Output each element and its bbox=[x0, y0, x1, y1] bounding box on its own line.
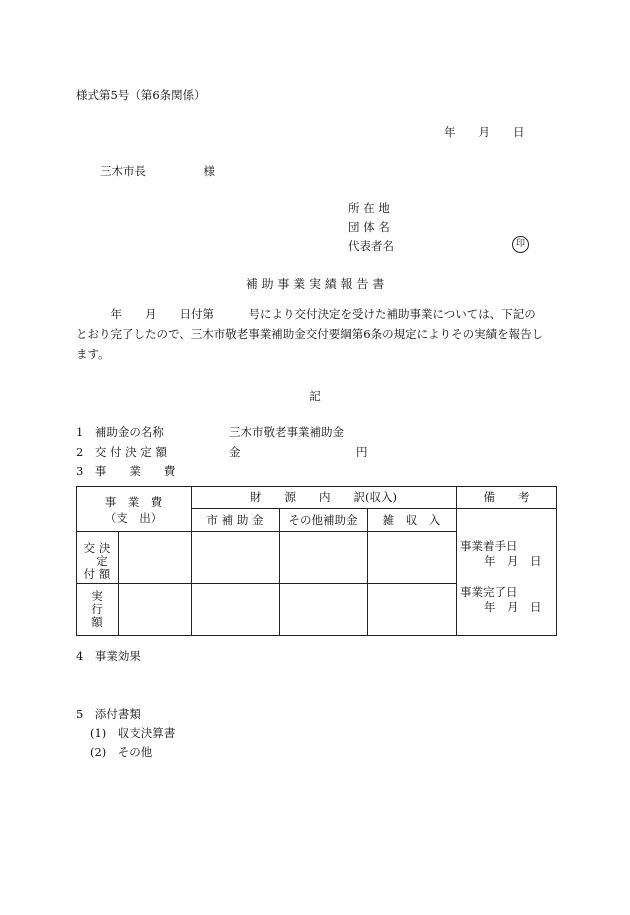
form-number: 様式第5号（第6条関係） bbox=[76, 88, 206, 102]
misc-income-header: 雑 収 入 bbox=[382, 512, 441, 527]
row-actual-label: 実行額 bbox=[91, 588, 103, 629]
start-date-label: 事業着手日 bbox=[460, 539, 518, 553]
end-date-value: 年 月 日 bbox=[484, 600, 542, 614]
expense-subheader: （支 出） bbox=[104, 511, 163, 525]
row-decided-label-bottom: 付 額 bbox=[83, 567, 111, 581]
row-decided-label-top: 交 決 bbox=[83, 541, 111, 555]
table-rule-label-col bbox=[118, 531, 119, 636]
address-label: 所 在 地 bbox=[348, 201, 390, 215]
item-2-label: 2 交 付 決 定 額 bbox=[76, 445, 167, 459]
table-rule-row-2 bbox=[76, 583, 456, 584]
attachment-item: (2) その他 bbox=[90, 745, 153, 759]
body-line-1: 年 月 日付第 号により交付決定を受けた補助事業については、下記の bbox=[76, 307, 536, 321]
attachment-item: (1) 収支決算書 bbox=[90, 726, 176, 740]
table-rule-remarks bbox=[456, 508, 557, 509]
other-subsidy-header: その他補助金 bbox=[288, 512, 358, 527]
city-subsidy-header: 市 補 助 金 bbox=[206, 512, 264, 527]
revenue-breakdown-header: 財 源 内 訳(収入) bbox=[250, 490, 397, 504]
item-2-unit: 円 bbox=[356, 445, 368, 459]
remarks-header: 備 考 bbox=[483, 490, 530, 504]
table-border-bottom bbox=[76, 635, 557, 636]
item-4-label: 4 事業効果 bbox=[76, 649, 141, 663]
body-line-2: とおり完了したので、三木市敬老事業補助金交付要綱第6条の規定によりその実績を報告し bbox=[76, 327, 544, 341]
representative-label: 代表者名 bbox=[348, 239, 394, 253]
expense-header: 事 業 費 bbox=[104, 495, 163, 509]
item-2-value: 金 bbox=[229, 445, 241, 459]
item-3-label: 3 事 業 費 bbox=[76, 464, 176, 478]
item-1-value: 三木市敬老事業補助金 bbox=[229, 425, 344, 439]
addressee: 三木市長 様 bbox=[100, 164, 215, 178]
table-rule-row-1 bbox=[76, 531, 456, 532]
organization-label: 団 体 名 bbox=[348, 220, 390, 234]
item-5-label: 5 添付書類 bbox=[76, 707, 141, 721]
table-rule-misc-col bbox=[456, 486, 457, 636]
seal-mark: 印 bbox=[512, 236, 529, 253]
body-line-3: ます。 bbox=[76, 347, 110, 361]
ki-heading: 記 bbox=[309, 389, 321, 403]
document-title: 補 助 事 業 実 績 報 告 書 bbox=[245, 277, 385, 291]
expense-table bbox=[76, 486, 557, 636]
end-date-label: 事業完了日 bbox=[460, 585, 518, 599]
start-date-value: 年 月 日 bbox=[484, 554, 542, 568]
date-line: 年 月 日 bbox=[444, 125, 525, 139]
item-1-label: 1 補助金の名称 bbox=[76, 425, 164, 439]
row-decided-label-middle: 定 bbox=[96, 554, 108, 568]
